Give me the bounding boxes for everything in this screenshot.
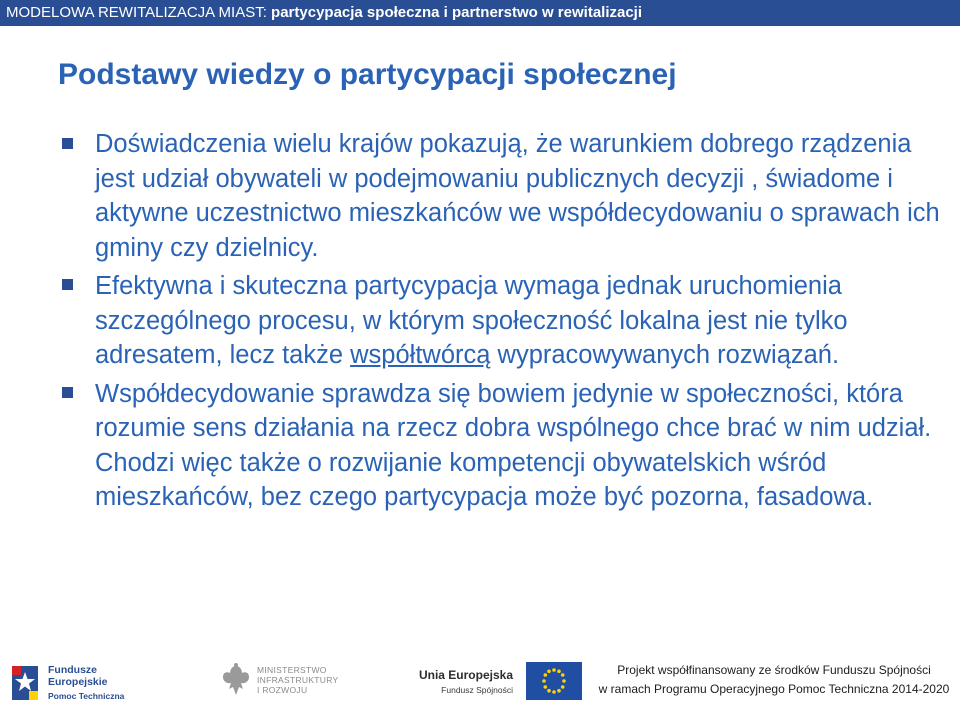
bullet-item — [62, 377, 942, 515]
bullet-item — [62, 127, 942, 265]
fe-line1: Fundusze — [48, 664, 97, 676]
fe-star-icon — [10, 660, 42, 704]
header-prefix: MODELOWA REWITALIZACJA MIAST: — [6, 4, 267, 21]
ministry-logo — [220, 662, 350, 702]
project-line1: Projekt współfinansowany ze środków Funduszu Spójności — [617, 663, 931, 677]
bullet-list — [62, 127, 942, 515]
eu-line2: Fundusz Spójności — [441, 685, 513, 695]
project-caption — [596, 661, 952, 699]
bullet-text-part: Efektywna i skuteczna partycypacja wymaga jednak uruchomienia szczególnego procesu, w którym społeczność lokalna jest nie tylko adresatem, lecz także — [95, 272, 848, 369]
footer-logos — [0, 650, 960, 710]
eu-logo — [416, 660, 571, 704]
fe-line3: Pomoc Techniczna — [48, 691, 125, 701]
bullet-square-icon — [62, 279, 73, 290]
bullet-text — [95, 269, 942, 373]
eu-line1: Unia Europejska — [418, 668, 513, 682]
slide-title: Podstawy wiedzy o partycypacji społecznej — [58, 58, 677, 91]
underlined-term: współtwórcą — [350, 341, 491, 369]
header-text — [0, 0, 960, 26]
bullet-square-icon — [62, 138, 73, 149]
bullet-item — [62, 269, 942, 373]
header-bar — [0, 0, 960, 26]
bullet-text: Doświadczenia wielu krajów pokazują, że warunkiem dobrego rządzenia jest udział obywateli w podejmowaniu publicznych decyzji , świadome i aktywne uczestnictwo mieszkańców we współdecydowaniu o sprawach ich gminy czy dzielnicy. — [95, 130, 940, 262]
ministry-line2: INFRASTRUKTURY — [257, 675, 339, 685]
fe-line2: Europejskie — [48, 676, 108, 688]
ministry-line3: I ROZWOJU — [257, 685, 308, 695]
eagle-emblem-icon — [220, 662, 252, 700]
project-line2: w ramach Programu Operacyjnego Pomoc Techniczna 2014-2020 — [598, 682, 950, 696]
ministry-line1: MINISTERSTWO — [257, 665, 327, 675]
header-subtitle: partycypacja społeczna i partnerstwo w rewitalizacji — [271, 4, 643, 21]
bullet-text-part: wypracowywanych rozwiązań. — [490, 341, 840, 369]
fundusze-europejskie-logo — [10, 660, 125, 704]
bullet-text: Współdecydowanie sprawdza się bowiem jedynie w społeczności, która rozumie sens działania na rzecz dobra wspólnego chce brać w nim udział. Chodzi więc także o rozwijanie kompetencji obywatelskich wśród mieszkańców, bez czego partycypacja może być pozorna, fasadowa. — [95, 379, 932, 511]
eu-flag-icon — [526, 662, 582, 700]
bullet-square-icon — [62, 387, 73, 398]
